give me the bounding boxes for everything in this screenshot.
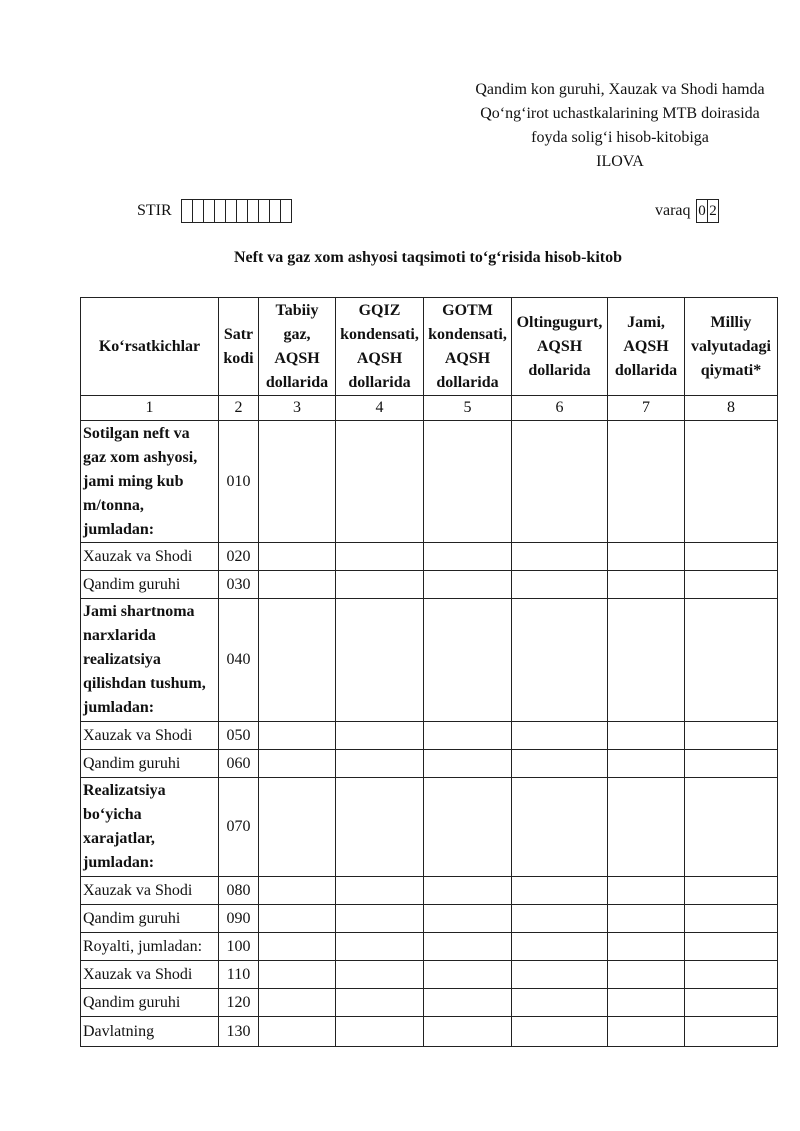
row-label: Xauzak va Shodi <box>81 961 219 989</box>
data-cell[interactable] <box>685 571 778 599</box>
data-cell[interactable] <box>512 543 608 571</box>
data-cell[interactable] <box>336 571 424 599</box>
data-cell[interactable] <box>512 571 608 599</box>
data-cell[interactable] <box>259 1017 336 1047</box>
stir-label: STIR <box>137 202 172 219</box>
data-cell[interactable] <box>608 933 685 961</box>
data-cell[interactable] <box>424 543 512 571</box>
sheet-number-boxes <box>696 199 718 223</box>
table-row <box>81 1017 778 1047</box>
row-code: 010 <box>219 421 259 543</box>
data-cell[interactable] <box>685 750 778 778</box>
data-cell[interactable] <box>336 722 424 750</box>
row-code: 020 <box>219 543 259 571</box>
data-cell[interactable] <box>512 778 608 877</box>
data-cell[interactable] <box>608 421 685 543</box>
column-header: Oltingugurt, AQSH dollarida <box>512 298 608 396</box>
header-line: ILOVA <box>596 153 644 170</box>
data-cell[interactable] <box>259 571 336 599</box>
stir-digit-box[interactable] <box>280 199 292 223</box>
row-code: 070 <box>219 778 259 877</box>
data-cell[interactable] <box>424 750 512 778</box>
data-cell[interactable] <box>259 933 336 961</box>
data-cell[interactable] <box>685 722 778 750</box>
data-cell[interactable] <box>259 750 336 778</box>
row-label: Xauzak va Shodi <box>81 543 219 571</box>
data-cell[interactable] <box>512 933 608 961</box>
table-row <box>81 571 778 599</box>
header-line: Qo‘ng‘irot uchastkalarining MTB doirasida <box>480 105 760 122</box>
row-label: Royalti, jumladan: <box>81 933 219 961</box>
stir-boxes[interactable] <box>181 199 291 223</box>
data-cell[interactable] <box>512 421 608 543</box>
column-header: GQIZ kondensati, AQSH dollarida <box>336 298 424 396</box>
column-header: Satr kodi <box>219 298 259 396</box>
data-cell[interactable] <box>685 599 778 722</box>
data-cell[interactable] <box>608 599 685 722</box>
data-cell[interactable] <box>336 599 424 722</box>
column-number: 8 <box>685 396 778 421</box>
column-header: GOTM kondensati, AQSH dollarida <box>424 298 512 396</box>
data-cell[interactable] <box>608 1017 685 1047</box>
table-row <box>81 778 778 877</box>
data-cell[interactable] <box>608 750 685 778</box>
data-cell[interactable] <box>336 933 424 961</box>
row-code: 120 <box>219 989 259 1017</box>
column-number: 2 <box>219 396 259 421</box>
column-number: 1 <box>81 396 219 421</box>
table-row <box>81 877 778 905</box>
data-cell[interactable] <box>424 778 512 877</box>
data-cell[interactable] <box>336 905 424 933</box>
row-label: Qandim guruhi <box>81 571 219 599</box>
table-row <box>81 421 778 543</box>
column-number: 4 <box>336 396 424 421</box>
data-cell[interactable] <box>424 933 512 961</box>
data-cell[interactable] <box>259 599 336 722</box>
data-cell[interactable] <box>685 961 778 989</box>
data-cell[interactable] <box>608 778 685 877</box>
column-header: Tabiiy gaz, AQSH dollarida <box>259 298 336 396</box>
data-cell[interactable] <box>259 543 336 571</box>
data-cell[interactable] <box>259 778 336 877</box>
data-cell[interactable] <box>608 722 685 750</box>
data-cell[interactable] <box>424 421 512 543</box>
row-label: Qandim guruhi <box>81 905 219 933</box>
header-line: Qandim kon guruhi, Xauzak va Shodi hamda <box>475 81 765 98</box>
form-header <box>440 78 800 174</box>
row-label: Xauzak va Shodi <box>81 722 219 750</box>
sheet-digit-box: 0 <box>696 199 708 223</box>
row-code: 100 <box>219 933 259 961</box>
data-cell[interactable] <box>336 1017 424 1047</box>
column-header: Jami, AQSH dollarida <box>608 298 685 396</box>
data-cell[interactable] <box>512 1017 608 1047</box>
row-code: 130 <box>219 1017 259 1047</box>
data-cell[interactable] <box>424 877 512 905</box>
data-cell[interactable] <box>512 750 608 778</box>
data-cell[interactable] <box>512 599 608 722</box>
row-label: Xauzak va Shodi <box>81 877 219 905</box>
row-code: 060 <box>219 750 259 778</box>
row-code: 080 <box>219 877 259 905</box>
data-cell[interactable] <box>424 571 512 599</box>
data-cell[interactable] <box>608 543 685 571</box>
sheet-digit-box: 2 <box>707 199 719 223</box>
column-number: 3 <box>259 396 336 421</box>
data-cell[interactable] <box>685 933 778 961</box>
table-row <box>81 933 778 961</box>
data-cell[interactable] <box>424 722 512 750</box>
row-label: Qandim guruhi <box>81 989 219 1017</box>
data-cell[interactable] <box>259 905 336 933</box>
data-cell[interactable] <box>512 877 608 905</box>
data-cell[interactable] <box>336 989 424 1017</box>
column-number: 6 <box>512 396 608 421</box>
table-row <box>81 989 778 1017</box>
data-cell[interactable] <box>608 877 685 905</box>
data-cell[interactable] <box>259 989 336 1017</box>
data-cell[interactable] <box>512 989 608 1017</box>
table-row <box>81 722 778 750</box>
data-cell[interactable] <box>336 750 424 778</box>
data-cell[interactable] <box>685 877 778 905</box>
data-cell[interactable] <box>259 877 336 905</box>
row-code: 090 <box>219 905 259 933</box>
data-cell[interactable] <box>685 778 778 877</box>
data-cell[interactable] <box>259 961 336 989</box>
data-cell[interactable] <box>336 421 424 543</box>
data-cell[interactable] <box>512 961 608 989</box>
data-cell[interactable] <box>608 989 685 1017</box>
row-code: 030 <box>219 571 259 599</box>
data-cell[interactable] <box>512 905 608 933</box>
column-number: 7 <box>608 396 685 421</box>
row-code: 050 <box>219 722 259 750</box>
data-cell[interactable] <box>336 961 424 989</box>
table-row <box>81 750 778 778</box>
data-cell[interactable] <box>685 1017 778 1047</box>
data-cell[interactable] <box>685 989 778 1017</box>
data-cell[interactable] <box>424 905 512 933</box>
data-cell[interactable] <box>336 877 424 905</box>
column-header: Ko‘rsatkichlar <box>81 298 219 396</box>
data-cell[interactable] <box>424 1017 512 1047</box>
distribution-table <box>80 297 778 1047</box>
header-row <box>81 298 778 396</box>
table-row <box>81 961 778 989</box>
row-code: 110 <box>219 961 259 989</box>
column-number-row <box>81 396 778 421</box>
data-cell[interactable] <box>259 421 336 543</box>
data-cell[interactable] <box>685 543 778 571</box>
table-row <box>81 905 778 933</box>
table-row <box>81 543 778 571</box>
data-cell[interactable] <box>259 722 336 750</box>
row-code: 040 <box>219 599 259 722</box>
row-label: Davlatning <box>81 1017 219 1047</box>
data-cell[interactable] <box>608 961 685 989</box>
data-cell[interactable] <box>424 961 512 989</box>
form-title: Neft va gaz xom ashyosi taqsimoti to‘g‘risida hisob-kitob <box>233 249 622 266</box>
column-number: 5 <box>424 396 512 421</box>
row-label: Realizatsiya bo‘yicha xarajatlar, jumladan: <box>81 778 219 877</box>
data-cell[interactable] <box>685 905 778 933</box>
data-cell[interactable] <box>512 722 608 750</box>
column-header: Milliy valyutadagi qiymati* <box>685 298 778 396</box>
data-cell[interactable] <box>608 571 685 599</box>
table-row <box>81 599 778 722</box>
data-cell[interactable] <box>424 989 512 1017</box>
sheet-label: varaq <box>655 202 691 219</box>
data-cell[interactable] <box>336 778 424 877</box>
row-label: Jami shartnoma narxlarida realizatsiya qilishdan tushum, jumladan: <box>81 599 219 722</box>
data-cell[interactable] <box>336 543 424 571</box>
header-line: foyda solig‘i hisob-kitobiga <box>531 129 709 146</box>
data-cell[interactable] <box>608 905 685 933</box>
row-label: Sotilgan neft va gaz xom ashyosi, jami ming kub m/tonna, jumladan: <box>81 421 219 543</box>
data-cell[interactable] <box>685 421 778 543</box>
data-cell[interactable] <box>424 599 512 722</box>
row-label: Qandim guruhi <box>81 750 219 778</box>
